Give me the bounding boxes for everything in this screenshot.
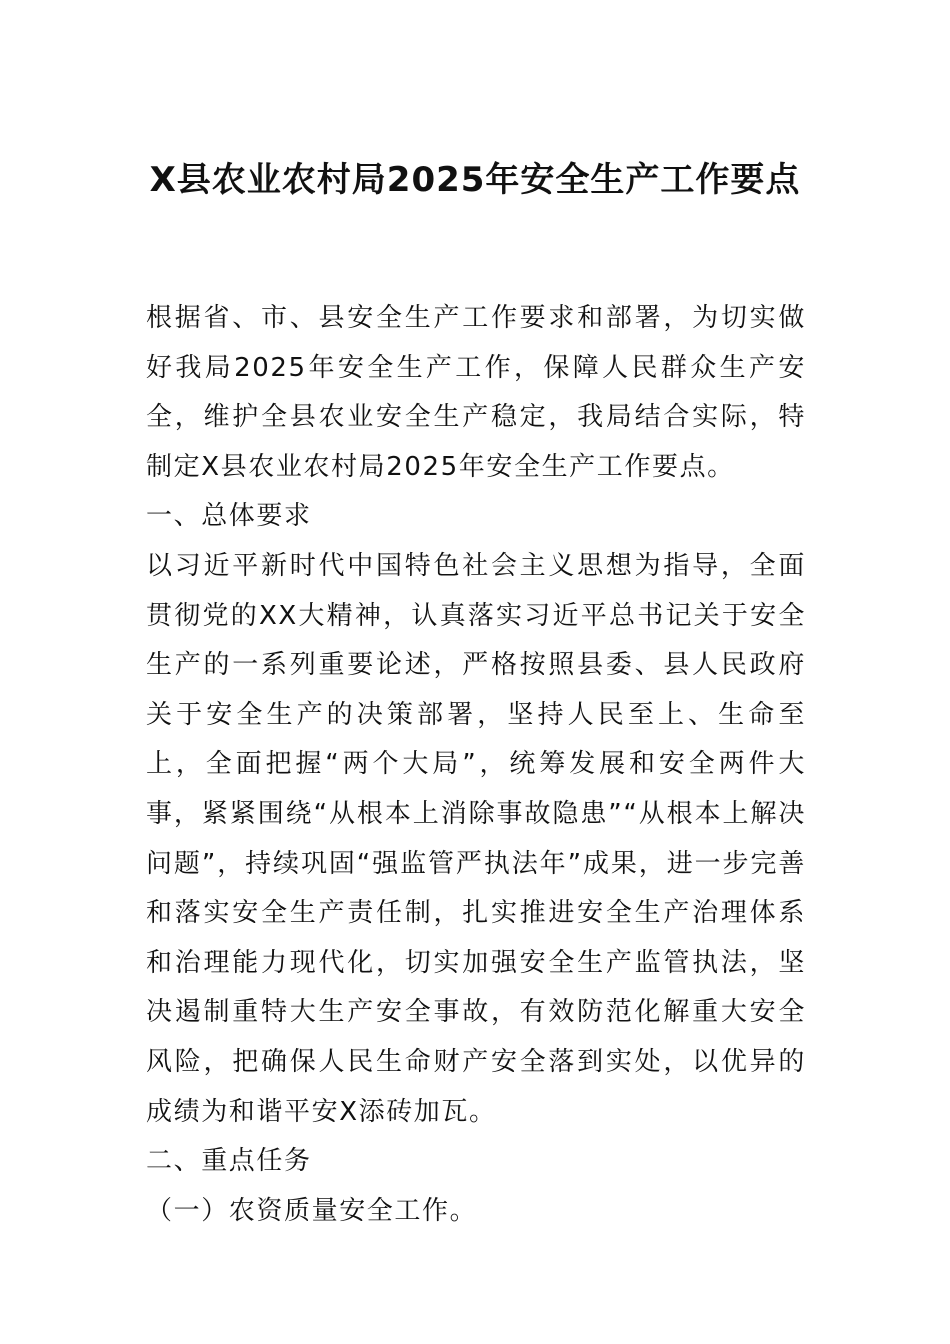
section-heading-general-requirements: 一、总体要求: [146, 501, 312, 532]
document-title: X县农业农村局2025年安全生产工作要点: [149, 160, 801, 200]
general-requirements-paragraph: 以习近平新时代中国特色社会主义思想为指导，全面贯彻党的XX大精神，认真落实习近平总书记关于安全生产的一系列重要论述，严格按照县委、县人民政府关于安全生产的决策部署，坚持人民至上、生命至上，全面把握“两个大局”，统筹发展和安全两件大事，紧紧围绕“从根本上消除事故隐患”“从根本上解决问题”，持续巩固“强监管严执法年”成果，进一步完善和落实安全生产责任制，扎实推进安全生产治理体系和治理能力现代化，切实加强安全生产监管执法，坚决遏制重特大生产安全事故，有效防范化解重大安全风险，把确保人民生命财产安全落到实处，以优异的成绩为和谐平安X添砖加瓦。: [146, 550, 806, 1127]
intro-paragraph: 根据省、市、县安全生产工作要求和部署，为切实做好我局2025年安全生产工作，保障人民群众生产安全，维护全县农业安全生产稳定，我局结合实际，特制定X县农业农村局2025年安全生产工作要点。: [146, 303, 806, 482]
document-body: [146, 294, 806, 1236]
section-heading-key-tasks: 二、重点任务: [146, 1146, 312, 1177]
subsection-heading-agricultural-inputs: （一）农资质量安全工作。: [146, 1195, 478, 1226]
